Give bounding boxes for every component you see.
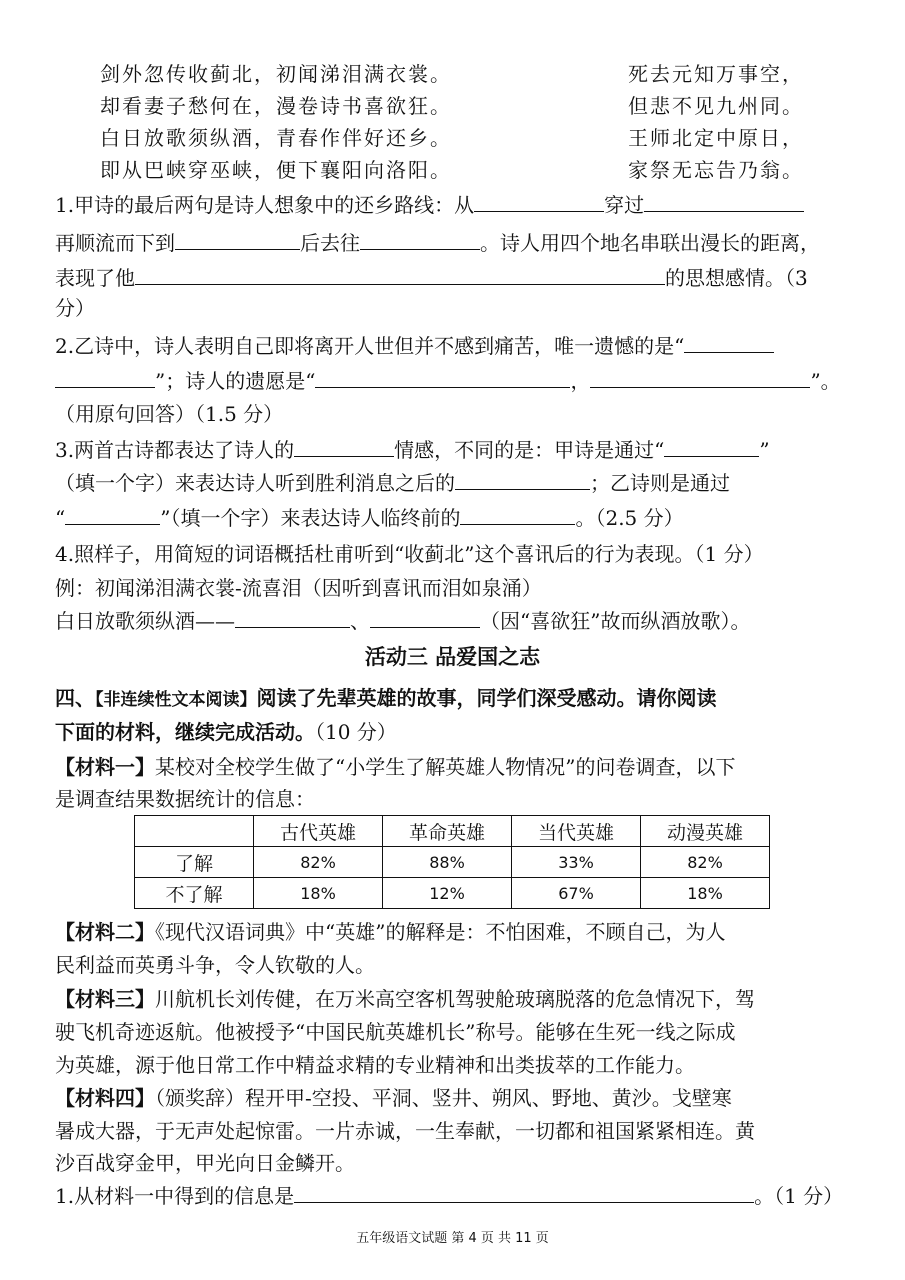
page-footer: 五年级语文试题 第 4 页 共 11 页 (356, 1231, 549, 1246)
table-cell: 12% (383, 878, 512, 909)
answer-blank[interactable] (294, 1180, 754, 1203)
table-header-cell: 古代英雄 (254, 816, 383, 847)
table-cell: 了解 (135, 847, 254, 878)
poem-yi-line: 家祭无忘告乃翁。 (628, 158, 804, 182)
activity-title: 活动三 品爱国之志 (364, 645, 541, 669)
table-cell: 18% (254, 878, 383, 909)
poem-jia-line: 却看妻子愁何在，漫卷诗书喜欲狂。 (100, 94, 452, 118)
answer-blank[interactable] (175, 227, 300, 250)
question-3-line: （填一个字）来表达诗人听到胜利消息之后的 ；乙诗则是通过 (55, 467, 853, 497)
answer-blank[interactable] (644, 189, 804, 212)
section-4-heading: 下面的材料，继续完成活动。（10 分） (55, 720, 397, 744)
material-4: 暑成大器，于无声处起惊雷。一片赤诚，一生奉献，一切都和祖国紧紧相连。黄 (55, 1119, 755, 1143)
question-2-line: （用原句回答）（1.5 分） (55, 402, 284, 426)
answer-blank[interactable] (65, 502, 160, 525)
table-header-cell: 动漫英雄 (641, 816, 770, 847)
question-2-line: ”；诗人的遗愿是“ ， ”。 (55, 365, 853, 395)
question-4-line: 白日放歌须纵酒—— 、 （因“喜欲狂”故而纵酒放歌）。 (55, 605, 853, 635)
poem-row (100, 154, 804, 184)
poem-row (100, 58, 804, 88)
table-cell: 67% (512, 878, 641, 909)
poem-yi-line: 但悲不见九州同。 (628, 94, 804, 118)
poem-row (100, 122, 804, 152)
material-2: 民利益而英勇斗争，令人钦敬的人。 (55, 953, 375, 977)
answer-blank[interactable] (474, 189, 604, 212)
answer-blank[interactable] (315, 365, 570, 388)
question-4-line: 4.照样子，用简短的词语概括杜甫听到“收蓟北”这个喜讯后的行为表现。（1 分） (55, 542, 764, 566)
question-1-line: 表现了他 的思想感情。（3 (55, 262, 853, 292)
table-header-cell: 革命英雄 (383, 816, 512, 847)
answer-blank[interactable] (55, 365, 155, 388)
material-1: 【材料一】某校对全校学生做了“小学生了解英雄人物情况”的问卷调查，以下 (55, 755, 736, 779)
poem-row (100, 90, 804, 120)
material-3: 驶飞机奇迹返航。他被授予“中国民航英雄机长”称号。能够在生死一线之际成 (55, 1020, 736, 1044)
table-header-row (135, 816, 770, 847)
poem-yi-line: 王师北定中原日， (628, 126, 804, 150)
table-row (135, 878, 770, 909)
material-2: 【材料二】《现代汉语词典》中“英雄”的解释是：不怕困难，不顾自己，为人 (55, 920, 726, 944)
table-cell: 82% (641, 847, 770, 878)
answer-blank[interactable] (135, 262, 665, 285)
table-cell: 18% (641, 878, 770, 909)
question-1-line: 1.甲诗的最后两句是诗人想象中的还乡路线：从 穿过 (55, 189, 853, 219)
material-3: 为英雄，源于他日常工作中精益求精的专业精神和出类拔萃的工作能力。 (55, 1053, 695, 1077)
question-2-line: 2.乙诗中，诗人表明自己即将离开人世但并不感到痛苦，唯一遗憾的是“ (55, 330, 853, 360)
answer-blank[interactable] (590, 365, 810, 388)
answer-blank[interactable] (235, 605, 350, 628)
material-3: 【材料三】川航机长刘传健，在万米高空客机驾驶舱玻璃脱落的危急情况下，驾 (55, 987, 755, 1011)
answer-blank[interactable] (460, 502, 575, 525)
question-4-example: 例：初闻涕泪满衣裳-流喜泪（因听到喜讯而泪如泉涌） (55, 576, 542, 600)
table-cell: 88% (383, 847, 512, 878)
answer-blank[interactable] (360, 227, 480, 250)
material-4: 【材料四】（颁奖辞）程开甲-空投、平洞、竖井、朔风、野地、黄沙。戈壁寒 (55, 1086, 732, 1110)
table-header-cell (135, 816, 254, 847)
poem-jia-line: 剑外忽传收蓟北，初闻涕泪满衣裳。 (100, 62, 452, 86)
table-header-cell: 当代英雄 (512, 816, 641, 847)
answer-blank[interactable] (370, 605, 480, 628)
table-row (135, 847, 770, 878)
table-cell: 33% (512, 847, 641, 878)
answer-blank[interactable] (664, 434, 759, 457)
question-3-line: “ ”（填一个字）来表达诗人临终前的 。（2.5 分） (55, 502, 853, 532)
final-question: 1.从材料一中得到的信息是 。（1 分） (55, 1180, 853, 1210)
poem-jia-line: 白日放歌须纵酒，青春作伴好还乡。 (100, 126, 452, 150)
question-3-line: 3.两首古诗都表达了诗人的 情感，不同的是：甲诗是通过“ ” (55, 434, 853, 464)
question-1-line: 分） (55, 296, 95, 320)
table-cell: 82% (254, 847, 383, 878)
answer-blank[interactable] (455, 467, 590, 490)
table-cell: 不了解 (135, 878, 254, 909)
survey-table (134, 815, 770, 909)
question-1-line: 再顺流而下到 后去往 。诗人用四个地名串联出漫长的距离， (55, 227, 853, 257)
answer-blank[interactable] (684, 330, 774, 353)
poem-yi-line: 死去元知万事空， (628, 62, 804, 86)
material-4: 沙百战穿金甲，甲光向日金鳞开。 (55, 1151, 355, 1175)
section-4-heading: 四、【非连续性文本阅读】阅读了先辈英雄的故事，同学们深受感动。请你阅读 (55, 686, 717, 710)
answer-blank[interactable] (294, 434, 394, 457)
poem-jia-line: 即从巴峡穿巫峡，便下襄阳向洛阳。 (100, 158, 452, 182)
material-1: 是调查结果数据统计的信息： (55, 787, 315, 811)
